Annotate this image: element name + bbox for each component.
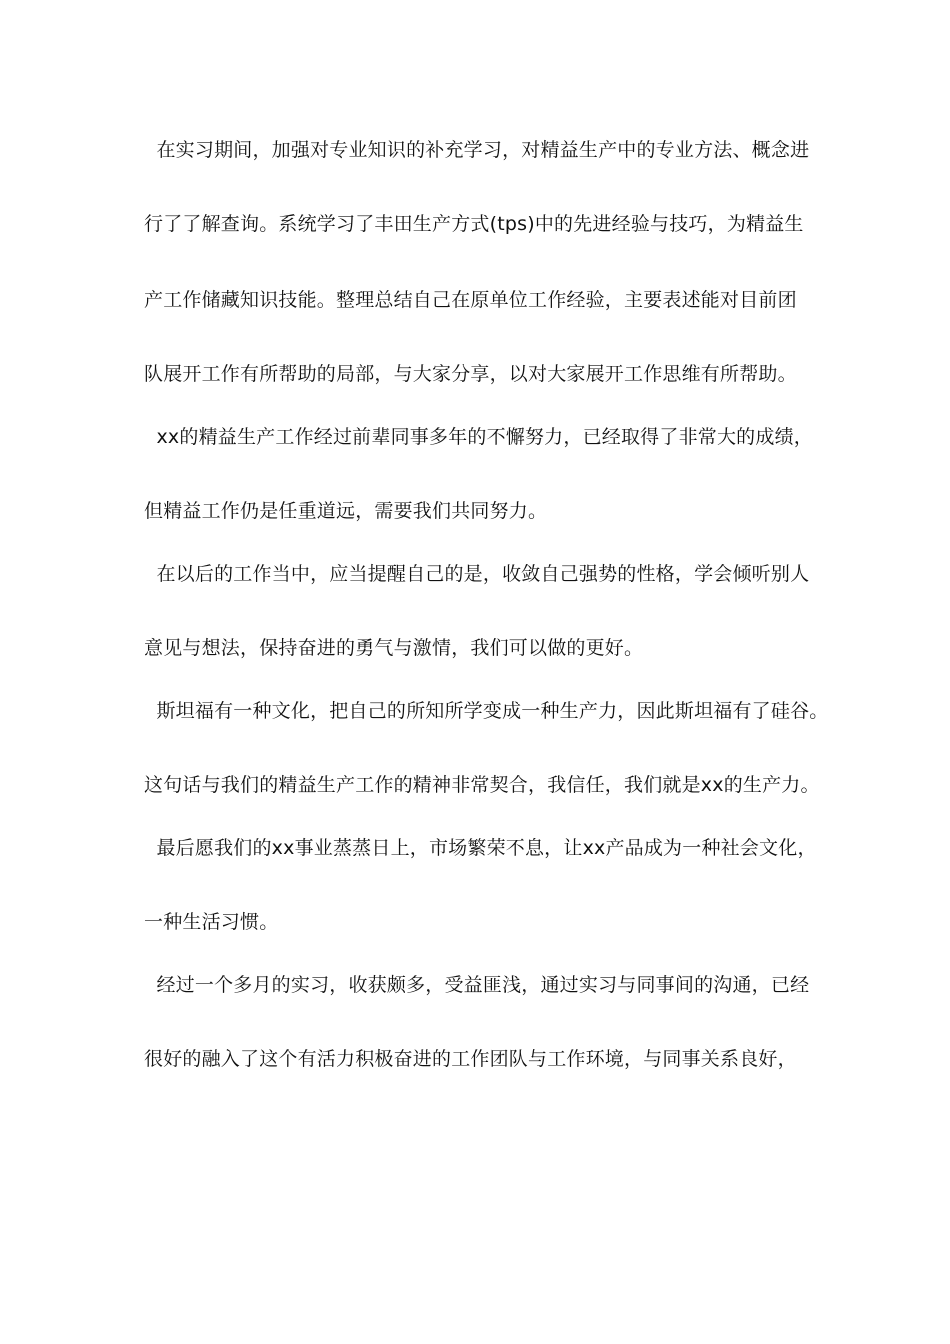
text-line: 产工作储藏知识技能。整理总结自己在原单位工作经验，主要表述能对目前团 xyxy=(144,289,797,311)
text-line: 在实习期间，加强对专业知识的补充学习，对精益生产中的专业方法、概念进 xyxy=(144,139,810,161)
text-line: 队展开工作有所帮助的局部，与大家分享，以对大家展开工作思维有所帮助。 xyxy=(144,363,797,385)
text-line: 一种生活习惯。 xyxy=(144,911,279,933)
text-line: 行了了解查询。系统学习了丰田生产方式(tps)中的先进经验与技巧，为精益生 xyxy=(144,213,804,235)
text-line: 斯坦福有一种文化，把自己的所知所学变成一种生产力，因此斯坦福有了硅谷。 xyxy=(144,700,829,722)
text-line: 意见与想法，保持奋进的勇气与激情，我们可以做的更好。 xyxy=(144,637,644,659)
text-line: 很好的融入了这个有活力积极奋进的工作团队与工作环境，与同事关系良好， xyxy=(144,1048,797,1070)
text-line: 在以后的工作当中，应当提醒自己的是，收敛自己强势的性格，学会倾听别人 xyxy=(144,563,810,585)
text-line: 经过一个多月的实习，收获颇多，受益匪浅，通过实习与同事间的沟通，已经 xyxy=(144,974,810,996)
text-line: 这句话与我们的精益生产工作的精神非常契合，我信任，我们就是xx的生产力。 xyxy=(144,774,820,796)
text-line: xx的精益生产工作经过前辈同事多年的不懈努力，已经取得了非常大的成绩， xyxy=(144,426,813,448)
text-line: 但精益工作仍是任重道远，需要我们共同努力。 xyxy=(144,500,548,522)
text-line: 最后愿我们的xx事业蒸蒸日上，市场繁荣不息，让xx产品成为一种社会文化， xyxy=(144,837,817,859)
